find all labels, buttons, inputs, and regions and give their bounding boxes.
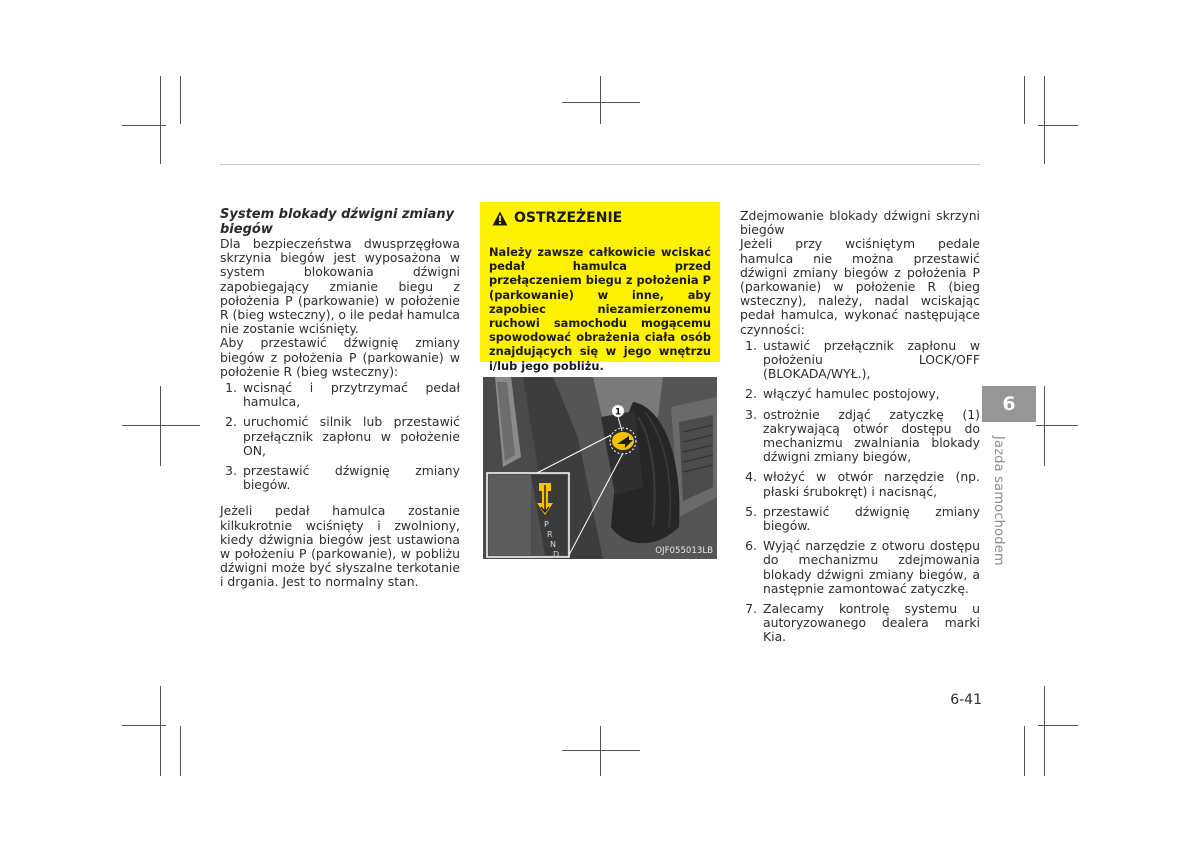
warning-title-text: OSTRZEŻENIE bbox=[514, 210, 623, 226]
list-item: 7. Zalecamy kontrolę systemu u autoryzowanego dealera marki Kia. bbox=[745, 601, 980, 645]
crop-mark bbox=[160, 686, 161, 776]
crop-mark bbox=[1038, 725, 1078, 726]
list-item: 3. przestawić dźwignię zmiany biegów. bbox=[225, 463, 460, 493]
section-heading: System blokady dźwigni zmiany biegów bbox=[220, 207, 455, 237]
gear-letter-p: P bbox=[544, 520, 549, 529]
callout-number: 1 bbox=[614, 407, 622, 418]
warning-triangle-icon bbox=[492, 211, 508, 226]
list-item: 2. włączyć hamulec postojowy, bbox=[745, 386, 940, 402]
left-column bbox=[220, 207, 460, 590]
crop-mark bbox=[122, 725, 166, 726]
crop-mark bbox=[160, 76, 161, 164]
crop-mark bbox=[562, 102, 640, 103]
crop-mark bbox=[1044, 386, 1045, 466]
crop-mark bbox=[1044, 686, 1045, 776]
warning-body: Należy zawsze całkowicie wciskać pedał hamulca przed przełączeniem biegu z położenia P (parkowanie) w inne, aby zapobiec niezamierzonemu ruchowi samochodu mogącemu spowodować obrażenia ciała osób znajdujących się w jego wnętrzu i/lub jego pobliżu. bbox=[489, 245, 711, 373]
intro-paragraph: Jeżeli przy wciśniętym pedale hamulca nie można przestawić dźwigni zmiany biegów z położenia P (parkowanie) w położenie R (bieg wsteczny), należy, nadal wciskając pedał hamulca, wykonać następujące czynności: bbox=[740, 236, 980, 337]
steps-list bbox=[220, 381, 460, 492]
figure-code: OJF055013LB bbox=[655, 546, 713, 556]
gear-shifter-illustration bbox=[483, 377, 717, 559]
page-number: 6-41 bbox=[950, 692, 982, 708]
crop-mark bbox=[562, 750, 640, 751]
chapter-number: 6 bbox=[1002, 393, 1016, 415]
crop-mark bbox=[600, 726, 601, 776]
crop-mark bbox=[180, 76, 181, 124]
gear-letter-n: N bbox=[550, 540, 556, 549]
header-rule bbox=[220, 164, 980, 165]
intro-paragraph: Dla bezpieczeństwa dwusprzęgłowa skrzynia biegów jest wyposażona w system blokowania dźwigni zapobiegający zmianie biegu z położenia P (parkowanie) w położenie R (bieg wsteczny), o ile pedał hamulca nie zostanie wciśnięty. bbox=[220, 236, 460, 337]
list-item: 2. uruchomić silnik lub przestawić przełącznik zapłonu w położenie ON, bbox=[225, 414, 460, 458]
list-item: 6. Wyjąć narzędzie z otworu dostępu do mechanizmu zdejmowania blokady dźwigni zmiany biegów, a następnie zamontować zatyczkę. bbox=[745, 538, 980, 596]
instruction-paragraph: Aby przestawić dźwignię zmiany biegów z położenia P (parkowanie) w położenie R (bieg wsteczny): bbox=[220, 335, 460, 379]
warning-title bbox=[492, 210, 622, 226]
right-column bbox=[740, 209, 980, 651]
gear-letter-r: R bbox=[547, 530, 553, 539]
crop-mark bbox=[122, 425, 200, 426]
crop-mark bbox=[1036, 425, 1078, 426]
list-item: 5. przestawić dźwignię zmiany biegów. bbox=[745, 503, 980, 534]
chapter-title bbox=[992, 436, 1012, 576]
chapter-tab bbox=[982, 386, 1036, 422]
crop-mark bbox=[600, 76, 601, 124]
list-item: 4. włożyć w otwór narzędzie (np. płaski śrubokręt) i nacisnąć, bbox=[745, 469, 980, 499]
crop-mark bbox=[1024, 726, 1025, 776]
crop-mark bbox=[1044, 76, 1045, 164]
crop-mark bbox=[122, 125, 166, 126]
note-paragraph: Jeżeli pedał hamulca zostanie kilkukrotnie wciśnięty i zwolniony, kiedy dźwignia biegów jest ustawiona w położeniu P (parkowanie), w pobliżu dźwigni może być słyszalne terkotanie i drgania. Jest to normalny stan. bbox=[220, 503, 460, 590]
warning-box bbox=[480, 202, 720, 373]
gear-letter-d: D bbox=[553, 550, 560, 559]
list-item: 1. wcisnąć i przytrzymać pedał hamulca, bbox=[225, 380, 460, 410]
list-item: 1. ustawić przełącznik zapłonu w położeniu LOCK/OFF (BLOKADA/WYŁ.), bbox=[745, 337, 980, 382]
crop-mark bbox=[160, 386, 161, 466]
list-item: 3. ostrożnie zdjąć zatyczkę (1) zakrywającą otwór dostępu do mechanizmu zwalniania blokady dźwigni zmiany biegów, bbox=[745, 406, 980, 465]
crop-mark bbox=[180, 726, 181, 776]
steps-list bbox=[740, 339, 980, 645]
section-heading: Zdejmowanie blokady dźwigni skrzyni biegów bbox=[740, 208, 980, 238]
chapter-title-text: Jazda samochodem bbox=[991, 436, 1006, 566]
crop-mark bbox=[1024, 76, 1025, 124]
crop-mark bbox=[1038, 125, 1078, 126]
